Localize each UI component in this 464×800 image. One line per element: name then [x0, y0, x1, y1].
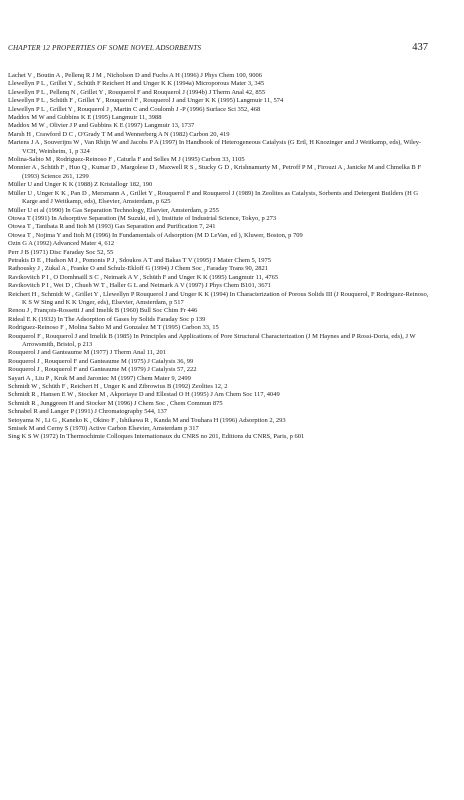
reference-entry: Müller U et al (1990) In Gas Separation Technology, Elsevier, Amsterdam, p 255: [8, 206, 219, 214]
reference-entry: Setoyama N , Li G , Kaneko K , Okino F , Ishikawa R , Kanda M and Touhara H (1996) Adsorption 2, 293: [8, 416, 286, 424]
reference-entry: Molina-Sabio M , Rodriguez-Reinoso F , Caturla F and Selles M J (1995) Carbon 33, 1105: [8, 156, 245, 164]
reference-entry: Otowa T , Nojima Y and Itoh M (1996) In Fundamentals of Adsorption (M D LeVan, ed ), Kluwer, Boston, p 709: [8, 231, 303, 239]
reference-entry: Müller U and Unger K K (1988) Z Kristallogr 182, 190: [8, 181, 153, 189]
reference-entry: Otowa T (1991) In Adsorptive Separation (M Suzuki, ed ), Institute of Industrial Science, Tokyo, p 273: [8, 214, 277, 222]
chapter-title: CHAPTER 12 PROPERTIES OF SOME NOVEL ADSORBENTS: [8, 44, 202, 52]
reference-entry: Rouquerol J , Rouquerol F and Ganteaume M (1979) J Catalysis 57, 222: [8, 366, 197, 374]
reference-entry: Reichert H , Schmidt W , Grillet Y , Llewellyn P Rouquerol J and Unger K K (1994) In Characterization of Porous Solids III (J Rouquerol, F Rodriguez-Reinoso, K S W Sing and K K Unger, eds), Elsevier, Amsterdam, p 517: [8, 290, 429, 306]
reference-entry: Rouquerol J and Ganteaume M (1977) J Therm Anal 11, 201: [8, 349, 166, 357]
reference-entry: Rathousky J , Zukal A , Franke O and Schulz-Ekloff G (1994) J Chem Soc , Faraday Trans 90, 2821: [8, 265, 269, 273]
reference-entry: Llewellyn P L , Schüth F , Grillet Y , Rouquerol F , Rouquerol J and Unger K K (1995) Langmuir 11, 574: [8, 97, 284, 105]
reference-entry: Llewellyn P L , Pellenq N , Grillet Y , Rouquerol F and Rouquerol J (1994b) J Therm Anal 42, 855: [8, 88, 266, 96]
reference-entry: Smisek M and Cerny S (1970) Active Carbon Elsevier, Amsterdam p 317: [8, 425, 199, 433]
reference-entry: Monnier A , Schüth F , Huo Q , Kumar D , Margolese D , Maxwell R S , Stucky G D , Krishnamurty M , Petroff P M , Firouzi A , Janicke M and Chmelka B F (1993) Science 261, 1299: [8, 164, 421, 180]
reference-entry: Lachet V , Boutin A , Pellenq R J M , Nicholson D and Fuchs A H (1996) J Phys Chem 100, 9006: [8, 72, 262, 79]
reference-list: [8, 72, 430, 442]
reference-entry: Schmidt R , Junggreen H and Stocker M (1996) J Chem Soc , Chem Commun 875: [8, 399, 223, 407]
reference-entry: Perr J B (1971) Disc Faraday Soc 52, 55: [8, 248, 114, 256]
reference-entry: Müller U , Unger K K , Pan D , Mersmann A , Grillet Y , Rouquerol F and Rouquerol J (1989) In Zeolites as Catalysts, Sorbents and Detergent Builders (H G Karge and J Weitkamp, eds), Elsevier, Amsterdam, p 625: [8, 189, 419, 206]
reference-entry: Rideal E K (1932) In The Adsorption of Gases by Solids Faraday Soc p 139: [8, 315, 206, 323]
reference-entry: Ravikovitch P I , Wei D , Chueh W T , Haller G L and Neimark A V (1997) J Phys Chem B101, 3671: [8, 282, 272, 290]
reference-entry: Sing K S W (1972) In Thermochimie Colloques Internationaux du CNRS no 201, Editions du CNRS, Paris, p 601: [8, 433, 305, 441]
page-number: 437: [412, 42, 428, 53]
reference-entry: Ozin G A (1992) Advanced Mater 4, 612: [8, 240, 115, 248]
reference-entry: Maddox M W and Gubbins K E (1995) Langmuir 11, 3988: [8, 114, 162, 122]
reference-entry: Schmidt W , Schüth F , Reichert H , Unger K and Zibrowius B (1992) Zeolites 12, 2: [8, 383, 228, 391]
running-header: [8, 44, 428, 58]
reference-entry: Petrakis D E , Hudson M J , Pomonis P J , Sdoukos A T and Bakas T V (1995) J Mater Chem 5, 1975: [8, 256, 272, 264]
reference-entry: Llewellyn P L , Grillet Y , Rouquerol J , Martin C and Coulomb J -P (1996) Surface Sci 352, 468: [8, 105, 261, 113]
reference-entry: Sayari A , Liu P , Kruk M and Jaroniec M (1997) Chem Mater 9, 2499: [8, 374, 191, 382]
reference-entry: Schmidt R , Hansen E W , Stocker M , Akporiaye D and Ellestad O H (1995) J Am Chem Soc 117, 4049: [8, 391, 280, 399]
reference-entry: Otowa T , Tanibata R and Itoh M (1993) Gas Separation and Purification 7, 241: [8, 223, 216, 231]
reference-entry: Martens J A , Souverijns W , Van Rhijn W and Jacobs P A (1997) In Handbook of Heterogeneous Catalysis (G Ertl, H Knozinger and J Weitkamp, eds), Wiley-VCH, Weinheim, 1, p 324: [8, 139, 422, 155]
reference-entry: Maddox M W , Olivier J P and Gubbins K E (1997) Langmuir 13, 1737: [8, 122, 195, 130]
reference-entry: Ravikovitch P I , O Domhnaill S C , Neimark A V , Schüth F and Unger K K (1995) Langmuir 11, 4765: [8, 273, 279, 281]
reference-entry: Llewellyn P L , Grillet Y , Schüth F Reichert H and Unger K K (1994a) Microporous Mater 3, 345: [8, 80, 265, 88]
reference-entry: Schnabel R and Langer P (1991) J Chromatography 544, 137: [8, 408, 167, 416]
reference-entry: Rodriguez-Reinoso F , Molina Sabio M and Gonzalez M T (1995) Carbon 33, 15: [8, 324, 219, 332]
reference-entry: Renou J , François-Rossetti J and Imelik B (1960) Bull Soc Chim Fr 446: [8, 307, 198, 315]
reference-entry: Marsh H , Crawford D C , O'Grady T M and Wennerberg A N (1982) Carbon 20, 419: [8, 130, 230, 138]
reference-entry: Rouquerol F , Rouquerol J and Imelik B (1985) In Principles and Applications of Pore Structural Characterization (J M Haynes and P Rossi-Doria, eds), J W Arrowsmith, Bristol, p 213: [8, 332, 416, 348]
reference-entry: Rouquerol J , Rouquerol F and Ganteaume M (1975) J Catalysis 36, 99: [8, 357, 194, 365]
